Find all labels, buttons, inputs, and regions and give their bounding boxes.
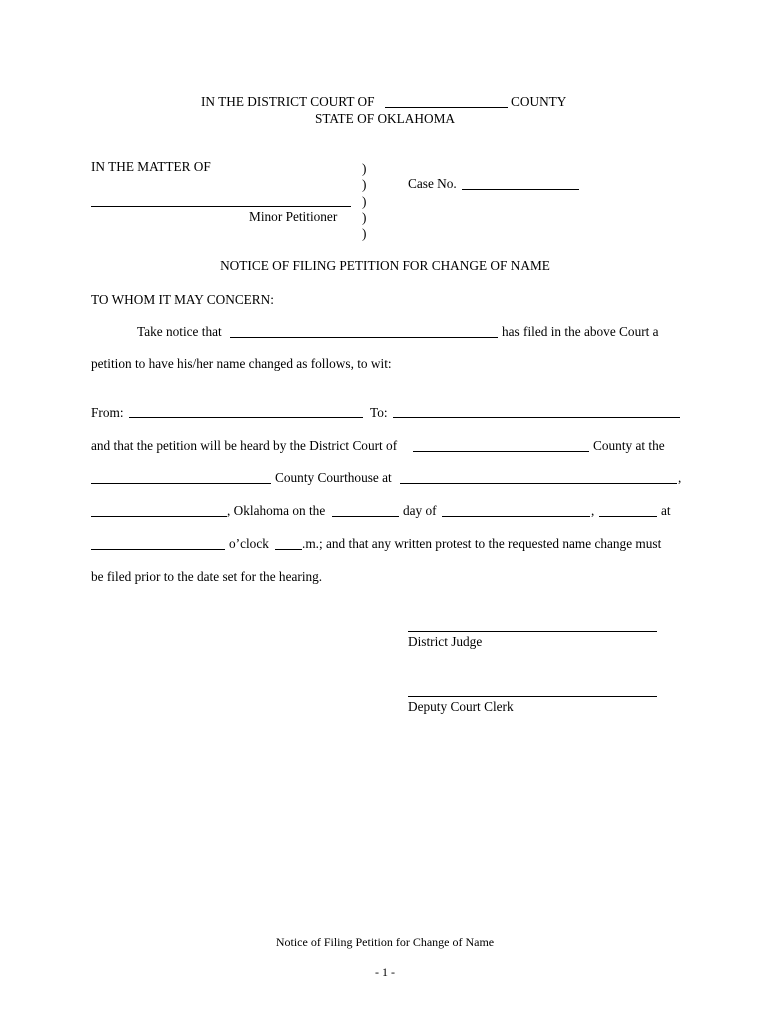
petition-text: petition to have his/her name changed as follows, to wit:	[91, 356, 392, 371]
district-judge-signature-line[interactable]	[408, 631, 657, 632]
minor-petitioner-label: Minor Petitioner	[249, 209, 338, 224]
caption-paren: )	[362, 161, 367, 176]
oclock-text: o’clock	[229, 536, 269, 551]
hearing-county-field[interactable]	[413, 451, 589, 452]
court-county-field[interactable]	[385, 107, 508, 108]
oklahoma-on-the-text: , Oklahoma on the	[227, 503, 326, 518]
salutation: TO WHOM IT MAY CONCERN:	[91, 292, 274, 307]
take-notice-text: Take notice that	[137, 324, 222, 339]
court-clerk-signature-line[interactable]	[408, 696, 657, 697]
comma: ,	[678, 470, 682, 485]
county-at-the-text: County at the	[593, 438, 665, 453]
from-name-field[interactable]	[129, 417, 363, 418]
court-clerk-label: Deputy Court Clerk	[408, 699, 514, 714]
day-of-text: day of	[403, 503, 437, 518]
month-field[interactable]	[442, 516, 590, 517]
court-suffix: COUNTY	[511, 94, 567, 109]
district-judge-label: District Judge	[408, 634, 483, 649]
comma: ,	[591, 503, 595, 518]
state-heading: STATE OF OKLAHOMA	[314, 111, 456, 126]
courthouse-at-text: County Courthouse at	[275, 470, 392, 485]
at-text: at	[661, 503, 671, 518]
day-number-field[interactable]	[332, 516, 399, 517]
year-field[interactable]	[599, 516, 657, 517]
caption-paren: )	[362, 194, 367, 209]
protest-text: .m.; and that any written protest to the requested name change must	[302, 536, 662, 551]
notice-title: NOTICE OF FILING PETITION FOR CHANGE OF NAME	[220, 258, 550, 273]
caption-paren: )	[362, 210, 367, 225]
city-field[interactable]	[91, 516, 227, 517]
heard-by-text: and that the petition will be heard by the District Court of	[91, 438, 398, 453]
page-number: - 1 -	[375, 965, 395, 979]
caption-paren: )	[362, 177, 367, 192]
hour-field[interactable]	[91, 549, 225, 550]
court-prefix: IN THE DISTRICT COURT OF	[201, 94, 375, 109]
case-number-field[interactable]	[462, 189, 579, 190]
petitioner-field[interactable]	[230, 337, 498, 338]
has-filed-text: has filed in the above Court a	[502, 324, 659, 339]
matter-label: IN THE MATTER OF	[91, 159, 211, 174]
to-label: To:	[370, 405, 388, 420]
courthouse-county-field[interactable]	[91, 483, 271, 484]
from-label: From:	[91, 405, 124, 420]
footer-title: Notice of Filing Petition for Change of Name	[275, 935, 495, 949]
case-number-label: Case No.	[408, 176, 457, 191]
caption-paren: )	[362, 226, 367, 241]
to-name-field[interactable]	[393, 417, 680, 418]
am-pm-field[interactable]	[275, 549, 302, 550]
petitioner-name-field[interactable]	[91, 206, 351, 207]
filed-prior-text: be filed prior to the date set for the hearing.	[91, 569, 323, 584]
courthouse-address-field[interactable]	[400, 483, 677, 484]
